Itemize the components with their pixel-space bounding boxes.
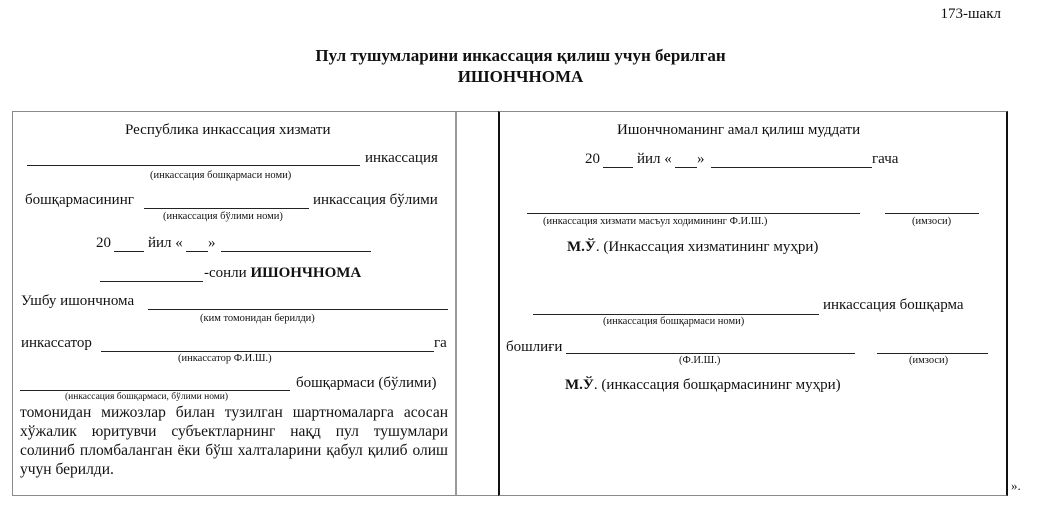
stamp-abbr: М.Ў: [567, 239, 596, 255]
issued-by-field[interactable]: [148, 309, 448, 310]
divider: [456, 495, 499, 496]
valid-year-field[interactable]: [603, 167, 633, 168]
number-label: [204, 265, 361, 282]
management-title-caption: (инкассация бошқармаси номи): [603, 316, 745, 327]
collector-prefix: инкассатор: [21, 335, 92, 351]
number-bold: ИШОНЧНОМА: [250, 265, 362, 281]
form-number: 173-шакл: [940, 6, 1001, 22]
month-field[interactable]: [221, 251, 371, 252]
management-title-field[interactable]: [533, 314, 819, 315]
management-stamp-label: [565, 377, 841, 394]
mgmt-suffix: инкассация бошқарма: [823, 297, 964, 313]
collector-suffix: га: [434, 335, 447, 351]
service-stamp-label: [567, 239, 818, 256]
day-field[interactable]: [186, 251, 208, 252]
collector-name-field[interactable]: [101, 351, 434, 352]
right-header: Ишончноманинг амал қилиш муддати: [617, 122, 861, 138]
valid-year-prefix: 20: [585, 151, 600, 167]
divider: [456, 111, 499, 112]
management-department-field[interactable]: [20, 390, 290, 391]
line2-suffix: инкассация бўлими: [313, 192, 438, 208]
head-name-field[interactable]: [566, 353, 855, 354]
closing-mark: ».: [1011, 478, 1021, 493]
department-name-field[interactable]: [144, 208, 309, 209]
valid-year-word: йил «: [637, 151, 672, 167]
valid-day-field[interactable]: [675, 167, 697, 168]
management-department-caption: (инкассация бошқармаси, бўлими номи): [65, 392, 229, 402]
authorization-paragraph: томонидан мижозлар билан тузилган шартномаларга асосан хўжалик юритувчи субъектларнинг нақд пул тушумлари солиниб пломбаланган ёки бўш халталарини қабул қилиб олиш учун берилди.: [20, 404, 448, 478]
department-name-caption: (инкассация бўлими номи): [163, 211, 283, 222]
head-signature-caption: (имзоси): [909, 355, 949, 366]
line1-suffix: инкассация: [365, 150, 438, 166]
management-name-field[interactable]: [27, 165, 360, 166]
valid-date-close: »: [697, 151, 705, 167]
year-field[interactable]: [114, 251, 144, 252]
left-header: Республика инкассация хизмати: [125, 122, 331, 138]
document-number-field[interactable]: [100, 281, 203, 282]
stamp-abbr: М.Ў: [565, 377, 594, 393]
officer-name-field[interactable]: [527, 213, 860, 214]
valid-month-field[interactable]: [711, 167, 872, 168]
head-name-caption: (Ф.И.Ш.): [679, 355, 721, 366]
year-word: йил «: [148, 235, 183, 251]
head-signature-field[interactable]: [877, 353, 988, 354]
officer-signature-field[interactable]: [885, 213, 979, 214]
valid-date-suffix: гача: [872, 151, 899, 167]
line2-prefix: бошқармасининг: [25, 192, 134, 208]
stamp-text: . (Инкассация хизматининг муҳри): [595, 239, 819, 255]
stamp-text: . (инкассация бошқармасининг муҳри): [593, 377, 841, 393]
dept-suffix: бошқармаси (бўлими): [296, 375, 437, 391]
head-prefix: бошлиғи: [506, 339, 563, 355]
date-year-prefix: 20: [96, 235, 111, 251]
document-title: Пул тушумларини инкассация қилиш учун берилган: [315, 46, 726, 65]
issued-prefix: Ушбу ишончнома: [21, 293, 135, 309]
document-title-main: ИШОНЧНОМА: [457, 67, 584, 86]
management-name-caption: (инкассация бошқармаси номи): [150, 170, 292, 181]
officer-name-caption: (инкассация хизмати масъул ходимининг Ф.И.Ш.): [543, 216, 768, 227]
collector-name-caption: (инкассатор Ф.И.Ш.): [178, 353, 272, 364]
date-close: »: [208, 235, 216, 251]
officer-signature-caption: (имзоси): [912, 216, 952, 227]
number-suffix: -сонли: [204, 265, 251, 281]
issued-by-caption: (ким томонидан берилди): [200, 313, 315, 324]
